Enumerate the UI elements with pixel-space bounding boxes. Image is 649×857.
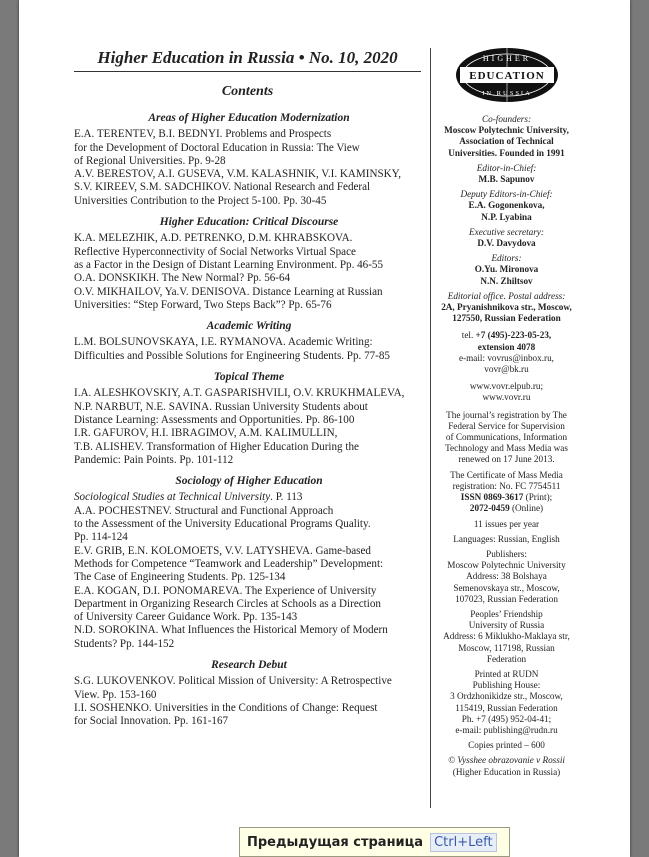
- cofounders-line: Association of Technical: [459, 136, 554, 147]
- article-line-text: . P. 113: [270, 491, 303, 504]
- website-link[interactable]: www.vovr.ru: [482, 392, 531, 403]
- journal-logo: [454, 46, 560, 104]
- secretary-name: D.V. Davydova: [477, 238, 536, 249]
- editors-label: Editors:: [491, 253, 522, 264]
- article-line: K.A. MELEZHIK, A.D. PETRENKO, D.M. KHRABSKOVA.: [74, 232, 353, 245]
- publishers-block: [434, 549, 579, 605]
- article-line: of Regional Universities. Pp. 9-28: [74, 154, 226, 167]
- article-line: I.R. GAFUROV, H.I. IBRAGIMOV, A.M. KALIMULLIN,: [74, 427, 338, 440]
- cofounders-line: Universities. Founded in 1991: [448, 147, 565, 158]
- issn-print-suffix: (Print);: [523, 492, 553, 503]
- article-line: Pandemic: Pain Points. Pp. 101-112: [74, 453, 234, 466]
- tooltip-shortcut: Ctrl+Left: [430, 833, 496, 852]
- article-line: View. Pp. 153-160: [74, 688, 157, 701]
- article-line: Department in Organizing Research Circles at Schools as a Direction: [74, 597, 381, 610]
- certificate-line: registration: No. FC 7754511: [452, 480, 561, 491]
- logo-middle-text: EDUCATION: [468, 70, 545, 82]
- contact-block: [434, 330, 579, 375]
- tooltip-label: Предыдущая страница: [247, 834, 424, 850]
- article-line: as a Factor in the Design of Distant Learning Environment. Pp. 46-55: [74, 258, 384, 271]
- postal-block: [434, 291, 579, 325]
- article-line: E.V. GRIB, E.N. KOLOMOETS, V.V. LATYSHEVA. Game-based: [74, 544, 371, 557]
- printed-line: 115419, Russian Federation: [455, 702, 558, 713]
- article-line: A.V. BERESTOV, A.I. GUSEVA, V.M. KALASHNIK, V.I. KAMINSKY,: [74, 168, 402, 181]
- article-entry[interactable]: [74, 545, 424, 585]
- article-entry[interactable]: [74, 505, 424, 545]
- websites-block: [434, 381, 579, 403]
- article-line: to the Assessment of the University Educational Programs Quality.: [74, 518, 371, 531]
- journal-title: Higher Education in Russia • No. 10, 2020: [97, 48, 398, 67]
- registration-line: renewed on 17 June 2013.: [458, 454, 555, 465]
- article-line: T.B. ALISHEV. Transformation of Higher Education During the: [74, 440, 359, 453]
- email-line: e-mail: vovrus@inbox.ru,: [459, 352, 554, 363]
- article-line: Difficulties and Possible Solutions for Engineering Students. Pp. 77-85: [74, 349, 390, 362]
- copyright-plain: (Higher Education in Russia): [452, 766, 561, 777]
- article-line: The Case of Engineering Students. Pp. 125-134: [74, 571, 286, 584]
- contents-sections: [74, 112, 424, 736]
- secretary-block: [434, 227, 579, 249]
- secretary-label: Executive secretary:: [469, 226, 544, 237]
- article-line: L.M. BOLSUNOVSKAYA, I.E. RYMANOVA. Academic Writing:: [74, 336, 373, 349]
- tel-line: [434, 330, 579, 341]
- editor-name: M.B. Sapunov: [478, 174, 535, 185]
- article-line: Students? Pp. 144-152: [74, 637, 175, 650]
- issn-online-suffix: (Online): [509, 503, 544, 514]
- article-entry[interactable]: [74, 286, 424, 313]
- publisher-line: Peoples’ Friendship: [470, 608, 543, 619]
- section-heading: Higher Education: Critical Discourse: [159, 216, 339, 229]
- article-line: Distance Learning: Assessments and Opportunities. Pp. 86-100: [74, 413, 355, 426]
- section-heading: Research Debut: [211, 658, 287, 671]
- cofounders-line: Moscow Polytechnic University,: [444, 125, 569, 136]
- publisher-line: Moscow Polytechnic University: [447, 560, 566, 571]
- article-entry[interactable]: [74, 336, 424, 363]
- printed-line: 3 Ordzhonikidze str., Moscow,: [450, 691, 563, 702]
- printed-line: Printed at RUDN: [474, 668, 539, 679]
- article-entry[interactable]: [74, 128, 424, 168]
- cofounders-block: [434, 114, 579, 159]
- article-entry[interactable]: [74, 232, 424, 272]
- article-italic-lead: Sociological Studies at Technical University: [74, 491, 271, 504]
- printed-line: e-mail: publishing@rudn.ru: [455, 724, 558, 735]
- article-line: Universities: “Step Forward, Two Steps Back”? Pp. 65-76: [74, 298, 332, 311]
- article-line: of University Career Guidance Work. Pp. 135-143: [74, 611, 298, 624]
- issn-print: ISSN 0869-3617: [460, 492, 524, 503]
- postal-label: Editorial office. Postal address:: [447, 290, 566, 301]
- registration-line: Technology and Mass Media was: [445, 443, 568, 454]
- publisher-line: 107023, Russian Federation: [455, 593, 558, 604]
- article-line: for the Development of Doctoral Education in Russia: The View: [74, 141, 360, 154]
- tel-number: +7 (495)-223-05-23,: [475, 330, 552, 341]
- contents-section: [74, 112, 424, 208]
- certificate-line: The Certificate of Mass Media: [450, 469, 563, 480]
- article-entry[interactable]: [74, 702, 424, 729]
- article-line: S.V. KIREEV, S.M. SADCHIKOV. National Research and Federal: [74, 181, 371, 194]
- article-entry[interactable]: [74, 585, 424, 625]
- languages: Languages: Russian, English: [453, 533, 560, 544]
- article-entry[interactable]: [74, 272, 424, 285]
- article-line: [74, 491, 424, 504]
- editor-label: Editor-in-Chief:: [476, 162, 537, 173]
- issues-per-year: 11 issues per year: [473, 518, 540, 529]
- article-line: Methods for Competence “Teamwork and Leadership” Development:: [74, 557, 384, 570]
- deputy-label: Deputy Editors-in-Chief:: [460, 189, 553, 200]
- registration-block: [434, 410, 579, 466]
- contents-section: [74, 320, 424, 363]
- article-line: Pp. 114-124: [74, 531, 128, 544]
- editor-name: N.N. Zhiltsov: [480, 275, 533, 286]
- title-rule: [74, 71, 421, 72]
- publisher-line: University of Russia: [468, 620, 545, 631]
- issn-print-line: [434, 492, 579, 503]
- article-line: N.P. NARBUT, N.E. SAVINA. Russian University Students about: [74, 400, 368, 413]
- registration-line: of Communications, Information: [445, 432, 568, 443]
- column-divider: [430, 48, 431, 808]
- editor-name: O.Yu. Mironova: [474, 264, 539, 275]
- previous-page-tooltip: [239, 827, 510, 857]
- article-entry[interactable]: [74, 168, 424, 208]
- article-entry[interactable]: [74, 675, 424, 702]
- postal-line: 2A, Pryanishnikova str., Moscow,: [441, 302, 572, 313]
- contents-heading: Contents: [221, 84, 274, 99]
- article-entry[interactable]: [74, 624, 424, 651]
- article-line: for Social Innovation. Pp. 161-167: [74, 715, 229, 728]
- article-entry[interactable]: [74, 427, 424, 467]
- deputy-name: E.A. Gogonenkova,: [468, 200, 545, 211]
- publishers-label: Publishers:: [486, 548, 527, 559]
- issn-online-line: [434, 503, 579, 514]
- postal-line: 127550, Russian Federation: [452, 313, 561, 324]
- document-page: [19, 0, 630, 857]
- publisher-line: Address: 6 Miklukho-Maklaya str,: [443, 631, 570, 642]
- article-line: E.A. TERENTEV, B.I. BEDNYI. Problems and Prospects: [74, 128, 332, 141]
- article-line: O.A. DONSKIKH. The New Normal? Pp. 56-64: [74, 272, 291, 285]
- contents-section: [74, 475, 424, 651]
- tel-prefix: tel.: [461, 330, 476, 341]
- article-line: A.A. POCHESTNEV. Structural and Functional Approach: [74, 504, 334, 517]
- registration-line: The journal’s registration by The: [446, 409, 567, 420]
- article-line: E.A. KOGAN, D.I. PONOMAREVA. The Experience of University: [74, 584, 377, 597]
- publisher-line: Address: 38 Bolshaya: [466, 571, 547, 582]
- section-heading: Topical Theme: [213, 371, 285, 384]
- logo-bottom-text: IN RUSSIA: [481, 90, 532, 97]
- copyright-block: [434, 755, 579, 777]
- deputy-name: N.P. Lyabina: [481, 211, 532, 222]
- copyright-italic: © Vysshee obrazovanie v Rossii: [448, 755, 565, 766]
- publisher-line: Moscow, 117198, Russian: [458, 642, 555, 653]
- article-line: I.A. ALESHKOVSKIY, A.T. GASPARISHVILI, O.V. KRUKHMALEVA,: [74, 387, 405, 400]
- contents-section: [74, 216, 424, 312]
- article-line: S.G. LUKOVENKOV. Political Mission of University: A Retrospective: [74, 675, 392, 688]
- printed-line: Publishing House:: [472, 680, 541, 691]
- cofounders-label: Co-founders:: [482, 114, 531, 124]
- editors-block: [434, 253, 579, 287]
- email-line: vovr@bk.ru: [484, 364, 529, 375]
- section-heading: Sociology of Higher Education: [175, 475, 323, 488]
- contents-section: [74, 371, 424, 467]
- tel-extension: extension 4078: [477, 341, 536, 352]
- article-entry[interactable]: [74, 387, 424, 427]
- printed-block: [434, 669, 579, 736]
- publisher-line: Semenovskaya str., Moscow,: [453, 582, 560, 593]
- editor-block: [434, 163, 579, 185]
- article-line: O.V. MIKHAILOV, Ya.V. DENISOVA. Distance Learning at Russian: [74, 285, 383, 298]
- website-link[interactable]: www.vovr.elpub.ru;: [469, 381, 544, 392]
- article-line: Universities Contribution to the Project 5-100. Pp. 30-45: [74, 194, 327, 207]
- registration-line: Federal Service for Supervision: [448, 420, 565, 431]
- section-heading: Academic Writing: [206, 320, 292, 333]
- printed-line: Ph. +7 (495) 952-04-41;: [461, 713, 552, 724]
- issn-online: 2072-0459: [469, 503, 510, 514]
- certificate-block: [434, 470, 579, 515]
- logo-top-text: HIGHER: [482, 54, 531, 63]
- article-line: N.D. SOROKINA. What Influences the Historical Memory of Modern: [74, 624, 388, 637]
- article-line: Reflective Hyperconnectivity of Social Networks Virtual Space: [74, 245, 356, 258]
- masthead-column: [434, 44, 579, 778]
- contents-section: [74, 659, 424, 728]
- section-heading: Areas of Higher Education Modernization: [148, 112, 350, 124]
- deputy-block: [434, 189, 579, 223]
- publisher-2-block: [434, 609, 579, 665]
- publisher-line: Federation: [486, 653, 527, 664]
- article-line: I.I. SOSHENKO. Universities in the Conditions of Change: Request: [74, 701, 378, 714]
- copies-printed: Copies printed – 600: [468, 740, 545, 751]
- article-entry[interactable]: [74, 491, 424, 504]
